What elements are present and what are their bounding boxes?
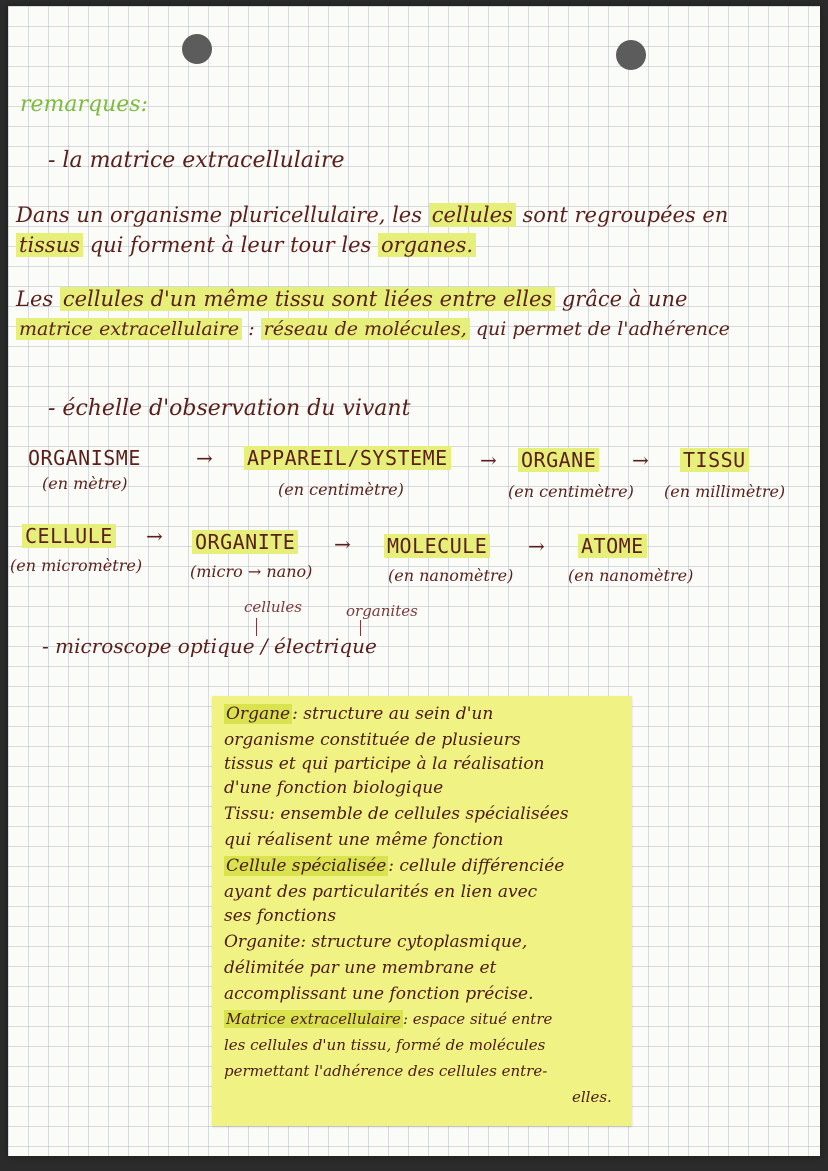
note-line: qui réalisent une même fonction	[224, 830, 504, 850]
section-heading-scale: - échelle d'observation du vivant	[48, 396, 411, 421]
text: Dans un organisme pluricellulaire, les	[16, 203, 429, 227]
text: : cellule différenciée	[388, 856, 565, 876]
scale-atome-unit: (en nanomètre)	[568, 566, 694, 585]
scale-molecule: MOLECULE	[384, 534, 490, 558]
text: Les	[16, 287, 60, 311]
definition-term: Cellule spécialisée	[226, 856, 387, 876]
note-line: délimitée par une membrane et	[224, 958, 497, 978]
arrow-icon: →	[196, 446, 213, 470]
text: grâce à une	[555, 287, 688, 311]
definition-term: Organite	[224, 932, 301, 952]
highlight-tissus: tissus	[16, 233, 83, 257]
highlight-cells-linked: cellules d'un même tissu sont liées entre elles	[60, 287, 555, 311]
arrow-icon: →	[334, 532, 351, 556]
definition-term: Organe	[226, 704, 291, 724]
section-heading-microscope: - microscope optique / électrique	[42, 634, 377, 658]
binder-hole-left	[182, 34, 212, 64]
annotation-cellules: cellules	[244, 598, 302, 616]
note-line	[224, 932, 527, 952]
arrow-icon: →	[480, 448, 497, 472]
scale-organite: ORGANITE	[192, 530, 298, 554]
remarks-title: remarques:	[20, 92, 149, 117]
note-line	[224, 856, 564, 876]
paragraph-1-line-2	[16, 230, 476, 260]
highlight-cellules: cellules	[429, 203, 516, 227]
notebook-page	[8, 6, 820, 1156]
note-line: ses fonctions	[224, 906, 337, 926]
highlight-organes: organes.	[378, 233, 476, 257]
highlight-network: réseau de molécules,	[261, 318, 470, 340]
text: : espace situé entre	[402, 1010, 553, 1028]
text: : structure au sein d'un	[292, 704, 494, 724]
note-line	[224, 704, 493, 724]
text: qui forment à leur tour les	[83, 233, 378, 257]
definition-term: Tissu	[224, 804, 270, 824]
text: : structure cytoplasmique,	[300, 932, 528, 952]
scale-organe: ORGANE	[518, 448, 599, 472]
scale-molecule-unit: (en nanomètre)	[388, 566, 514, 585]
definition-term: Matrice extracellulaire	[226, 1010, 401, 1028]
note-line: permettant l'adhérence des cellules entre-	[224, 1062, 548, 1080]
scale-tissu-unit: (en millimètre)	[664, 482, 786, 501]
scale-cellule: CELLULE	[22, 524, 116, 548]
note-line: elles.	[572, 1088, 612, 1106]
scale-organe-unit: (en centimètre)	[508, 482, 634, 501]
note-line	[224, 1010, 552, 1028]
scale-appareil-unit: (en centimètre)	[278, 480, 404, 499]
scale-tissu: TISSU	[680, 448, 749, 472]
arrow-icon: →	[632, 448, 649, 472]
scale-atome: ATOME	[578, 534, 647, 558]
highlight-matrix: matrice extracellulaire	[16, 318, 242, 340]
paragraph-2-line-1	[16, 284, 687, 314]
scale-organisme: ORGANISME	[28, 446, 141, 470]
note-line: ayant des particularités en lien avec	[224, 882, 538, 902]
note-line: organisme constituée de plusieurs	[224, 730, 521, 750]
note-line: accomplissant une fonction précise.	[224, 984, 534, 1004]
text: :	[242, 318, 261, 340]
binder-hole-right	[616, 40, 646, 70]
scale-organisme-unit: (en mètre)	[42, 474, 128, 493]
note-line	[224, 804, 569, 824]
note-line: d'une fonction biologique	[224, 778, 444, 798]
paragraph-2-line-2	[16, 314, 730, 344]
definitions-note	[212, 696, 632, 1126]
arrow-icon: →	[146, 524, 163, 548]
scale-appareil: APPAREIL/SYSTEME	[244, 446, 451, 470]
note-line: les cellules d'un tissu, formé de molécules	[224, 1036, 546, 1054]
annotation-organites: organites	[346, 602, 418, 620]
section-heading-matrix: - la matrice extracellulaire	[48, 148, 345, 173]
scale-organite-unit: (micro → nano)	[190, 562, 313, 581]
text: qui permet de l'adhérence	[469, 318, 730, 340]
paragraph-1-line-1	[16, 200, 728, 230]
text: : ensemble de cellules spécialisées	[269, 804, 569, 824]
note-line: tissus et qui participe à la réalisation	[224, 754, 545, 774]
text: sont regroupées en	[515, 203, 729, 227]
arrow-icon: →	[528, 534, 545, 558]
scale-cellule-unit: (en micromètre)	[10, 556, 143, 575]
